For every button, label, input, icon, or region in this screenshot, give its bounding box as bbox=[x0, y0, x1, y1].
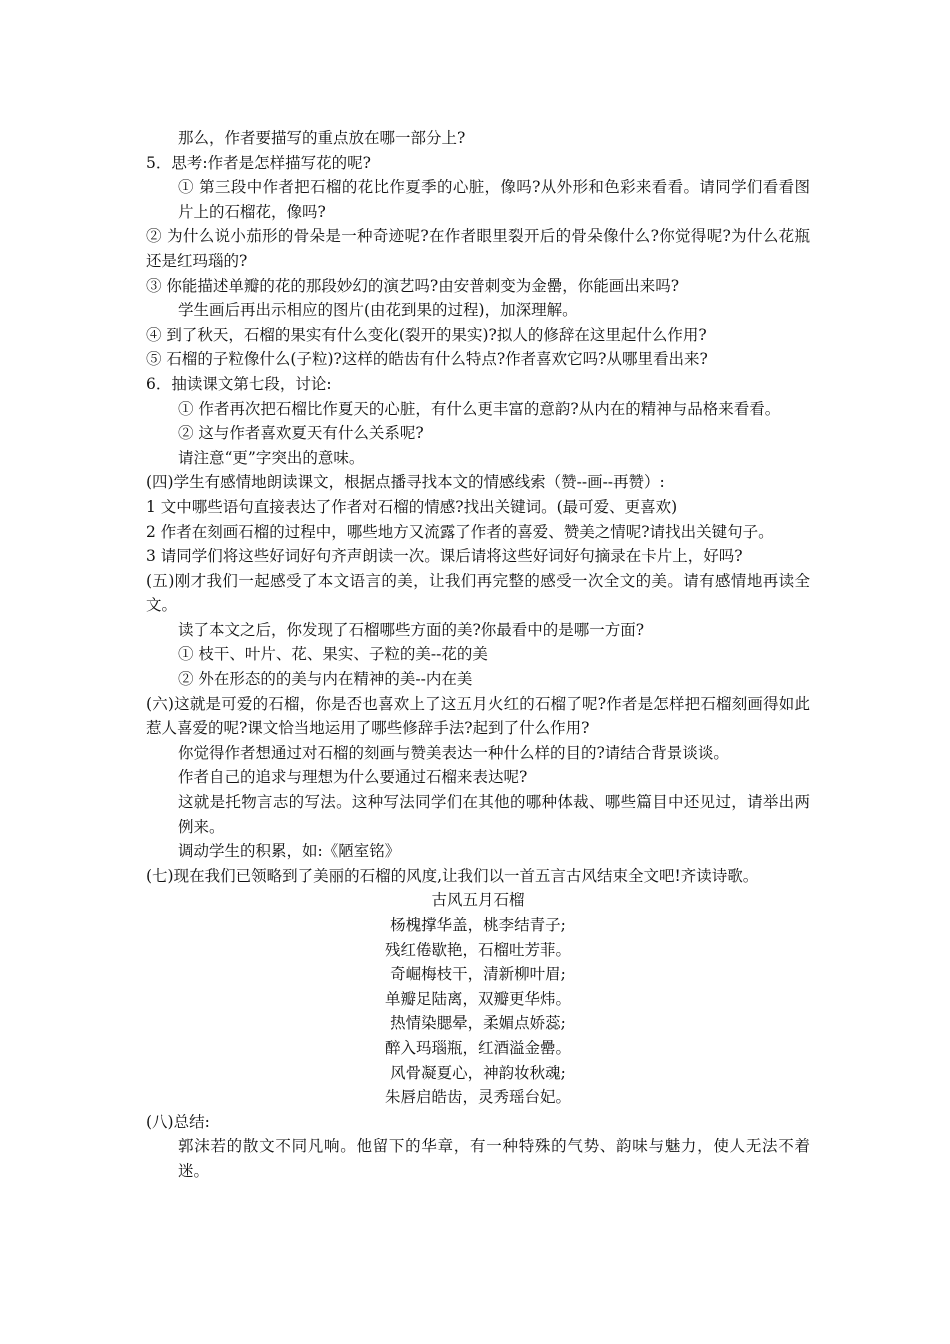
paragraph: (五)刚才我们一起感受了本文语言的美，让我们再完整的感受一次全文的美。请有感情地再读全文。 bbox=[146, 571, 810, 615]
poem-lines bbox=[146, 913, 810, 1110]
body-paragraphs bbox=[146, 126, 810, 888]
paragraph: (七)现在我们已领略到了美丽的石榴的风度,让我们以一首五言古风结束全文吧!齐读诗歌。 bbox=[146, 866, 759, 885]
paragraph: ④ 到了秋天，石榴的果实有什么变化(裂开的果实)?拟人的修辞在这里起什么作用? bbox=[146, 325, 707, 344]
paragraph: ① 作者再次把石榴比作夏天的心脏，有什么更丰富的意韵?从内在的精神与品格来看看。 bbox=[178, 399, 781, 418]
poem-line: 风骨凝夏心，神韵妆秋魂; bbox=[390, 1063, 566, 1082]
paragraph: 调动学生的积累，如:《陋室铭》 bbox=[178, 842, 401, 861]
paragraph: ② 外在形态的的美与内在精神的美--内在美 bbox=[178, 670, 473, 689]
paragraph: 这就是托物言志的写法。这种写法同学们在其他的哪种体裁、哪些篇目中还见过，请举出两例来。 bbox=[178, 793, 810, 836]
poem-line: 醉入玛瑙瓶，红酒溢金罍。 bbox=[384, 1038, 571, 1057]
paragraph: 请注意“更”字突出的意味。 bbox=[178, 448, 365, 467]
summary-heading: (八)总结: bbox=[146, 1112, 210, 1131]
poem-line: 朱唇启皓齿，灵秀瑶台妃。 bbox=[384, 1088, 571, 1107]
poem-line: 单瓣足陆离，双瓣更华炜。 bbox=[384, 989, 571, 1008]
paragraph: 2 作者在刻画石榴的过程中，哪些地方又流露了作者的喜爱、赞美之情呢?请找出关键句子。 bbox=[146, 522, 774, 541]
paragraph: ② 为什么说小茄形的骨朵是一种奇迹呢?在作者眼里裂开后的骨朵像什么?你觉得呢?为什么花瓶还是红玛瑙的? bbox=[146, 227, 810, 270]
paragraph: 那么，作者要描写的重点放在哪一部分上? bbox=[178, 129, 466, 147]
paragraph: (六)这就是可爱的石榴，你是否也喜欢上了这五月火红的石榴了呢?作者是怎样把石榴刻画得如此惹人喜爱的呢?课文恰当地运用了哪些修辞手法?起到了什么作用? bbox=[146, 694, 810, 738]
poem-line: 奇崛梅枝干，清新柳叶眉; bbox=[390, 965, 566, 984]
paragraph: ② 这与作者喜欢夏天有什么关系呢? bbox=[178, 424, 424, 443]
paragraph: 你觉得作者想通过对石榴的刻画与赞美表达一种什么样的目的?请结合背景谈谈。 bbox=[178, 743, 729, 762]
summary-text: 郭沫若的散文不同凡响。他留下的华章，有一种特殊的气势、韵味与魅力，使人无法不着迷。 bbox=[178, 1137, 810, 1180]
paragraph: ⑤ 石榴的子粒像什么(子粒)?这样的皓齿有什么特点?作者喜欢它吗?从哪里看出来? bbox=[146, 350, 708, 369]
paragraph: 3 请同学们将这些好词好句齐声朗读一次。课后请将这些好词好句摘录在卡片上，好吗? bbox=[146, 547, 743, 566]
document-page bbox=[146, 126, 810, 1184]
poem-title: 古风五月石榴 bbox=[431, 891, 525, 910]
paragraph: 读了本文之后，你发现了石榴哪些方面的美?你最看中的是哪一方面? bbox=[178, 620, 645, 639]
poem-line: 热情染腮晕，柔媚点娇蕊; bbox=[390, 1014, 566, 1033]
poem-line: 杨槐撑华盖，桃李结青子; bbox=[390, 916, 566, 934]
poem-line: 残红倦歇艳，石榴吐芳菲。 bbox=[384, 940, 571, 959]
paragraph: ③ 你能描述单瓣的花的那段妙幻的演艺吗?由安普刺变为金罍，你能画出来吗? bbox=[146, 276, 680, 295]
paragraph: 学生画后再出示相应的图片(由花到果的过程)，加深理解。 bbox=[178, 301, 578, 320]
paragraph: (四)学生有感情地朗读课文，根据点播寻找本文的情感线索（赞--画--再赞）: bbox=[146, 473, 665, 492]
paragraph: 6．抽读课文第七段，讨论: bbox=[146, 374, 332, 393]
paragraph: 5．思考:作者是怎样描写花的呢? bbox=[146, 153, 371, 172]
paragraph: 作者自己的追求与理想为什么要通过石榴来表达呢? bbox=[178, 768, 528, 787]
paragraph: 1 文中哪些语句直接表达了作者对石榴的情感?找出关键词。(最可爱、更喜欢) bbox=[146, 497, 678, 516]
paragraph: ① 第三段中作者把石榴的花比作夏季的心脏，像吗?从外形和色彩来看看。请同学们看看图片上的石榴花，像吗? bbox=[178, 178, 810, 221]
paragraph: ① 枝干、叶片、花、果实、子粒的美--花的美 bbox=[178, 645, 488, 664]
